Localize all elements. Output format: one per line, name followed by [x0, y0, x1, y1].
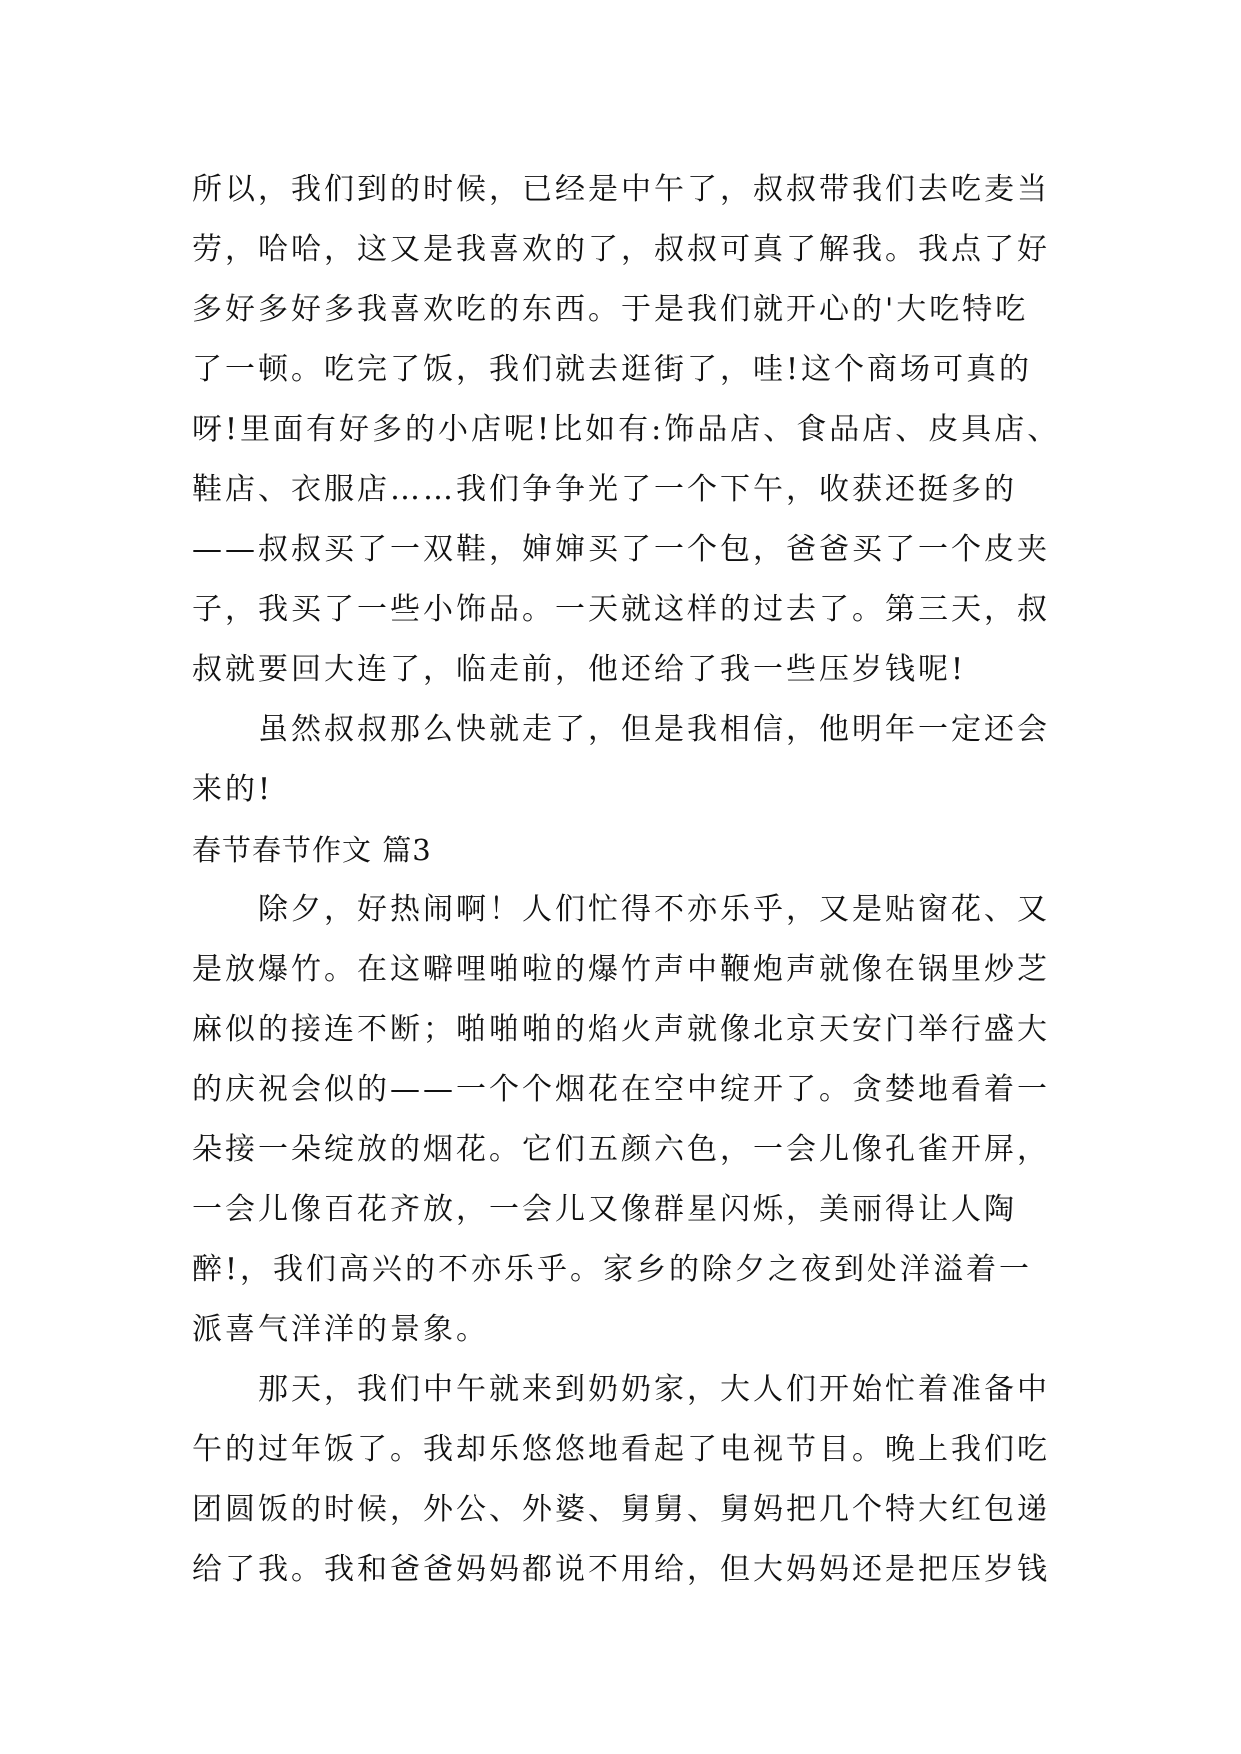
- text-line: 叔就要回大连了，临走前，他还给了我一些压岁钱呢!: [192, 652, 967, 687]
- text-line: 劳，哈哈，这又是我喜欢的了，叔叔可真了解我。我点了好: [192, 232, 1050, 267]
- document-body: [192, 160, 1062, 1600]
- text-line: 呀!里面有好多的小店呢!比如有:饰品店、食品店、皮具店、: [192, 412, 1061, 447]
- text-line: 多好多好多我喜欢吃的东西。于是我们就开心的'大吃特吃: [192, 292, 1029, 327]
- paragraph-start-line: 虽然叔叔那么快就走了，但是我相信，他明年一定还会: [258, 712, 1050, 747]
- text-line: 鞋店、衣服店……我们争争光了一个下午，收获还挺多的: [192, 472, 1017, 507]
- text-line: 给了我。我和爸爸妈妈都说不用给，但大妈妈还是把压岁钱: [192, 1552, 1050, 1587]
- text-line: 朵接一朵绽放的烟花。它们五颜六色，一会儿像孔雀开屏，: [192, 1132, 1050, 1167]
- text-line: 是放爆竹。在这噼哩啪啦的爆竹声中鞭炮声就像在锅里炒芝: [192, 952, 1050, 987]
- text-line: ——叔叔买了一双鞋，婶婶买了一个包，爸爸买了一个皮夹: [192, 532, 1050, 567]
- text-line: 麻似的接连不断；啪啪啪的焰火声就像北京天安门举行盛大: [192, 1012, 1050, 1047]
- text-line: 一会儿像百花齐放，一会儿又像群星闪烁，美丽得让人陶: [192, 1192, 1017, 1227]
- text-line: 所以，我们到的时候，已经是中午了，叔叔带我们去吃麦当: [192, 172, 1050, 207]
- text-line: 的庆祝会似的——一个个烟花在空中绽开了。贪婪地看着一: [192, 1072, 1050, 1107]
- text-line: 午的过年饭了。我却乐悠悠地看起了电视节目。晚上我们吃: [192, 1432, 1050, 1467]
- text-line: 醉!，我们高兴的不亦乐乎。家乡的除夕之夜到处洋溢着一: [192, 1252, 1033, 1287]
- text-line: 来的!: [192, 772, 274, 807]
- text-line: 团圆饭的时候，外公、外婆、舅舅、舅妈把几个特大红包递: [192, 1492, 1050, 1527]
- paragraph-start-line: 除夕，好热闹啊！人们忙得不亦乐乎，又是贴窗花、又: [258, 892, 1050, 927]
- text-line: 派喜气洋洋的景象。: [192, 1312, 489, 1347]
- section-heading: 春节春节作文 篇3: [192, 833, 432, 867]
- text-line: 子，我买了一些小饰品。一天就这样的过去了。第三天，叔: [192, 592, 1050, 627]
- text-line: 了一顿。吃完了饭，我们就去逛街了，哇!这个商场可真的: [192, 352, 1033, 387]
- paragraph-start-line: 那天，我们中午就来到奶奶家，大人们开始忙着准备中: [258, 1372, 1050, 1407]
